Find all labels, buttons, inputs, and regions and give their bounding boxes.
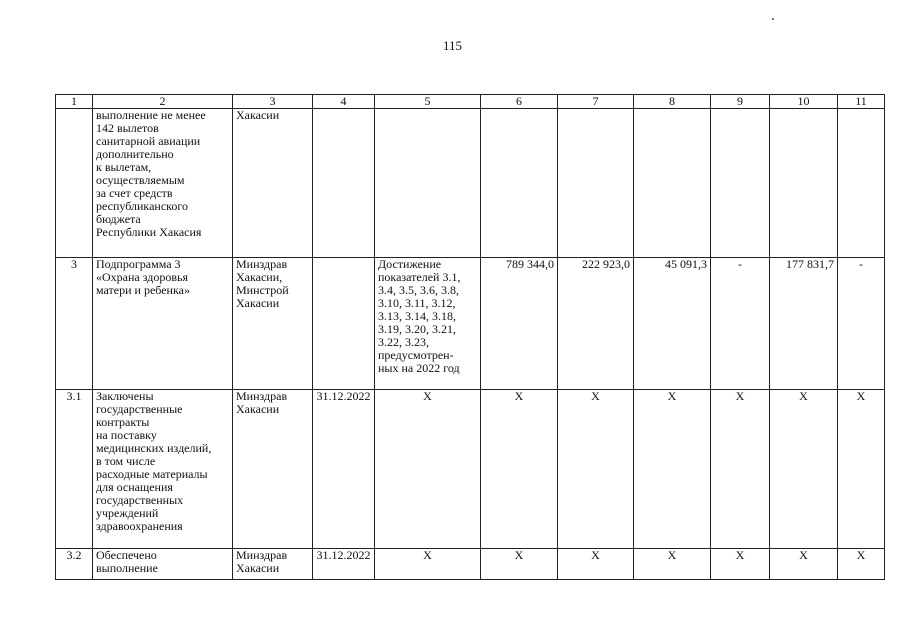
- cell-deadline: 31.12.2022: [313, 549, 375, 580]
- cell-municipal: X: [711, 390, 770, 549]
- table-row: [56, 109, 885, 258]
- column-header: 5: [375, 95, 481, 109]
- cell-other: 177 831,7: [770, 258, 838, 390]
- cell-total: 789 344,0: [481, 258, 558, 390]
- scan-speck: [772, 18, 774, 20]
- cell-total: X: [481, 390, 558, 549]
- cell-result: X: [375, 549, 481, 580]
- column-header: 8: [634, 95, 711, 109]
- cell-result: [375, 109, 481, 258]
- cell-republic: 45 091,3: [634, 258, 711, 390]
- cell-municipal: [711, 109, 770, 258]
- cell-other: [770, 109, 838, 258]
- cell-federal: [558, 109, 634, 258]
- cell-event: Подпрограмма 3 «Охрана здоровья матери и ребенка»: [93, 258, 233, 390]
- cell-deadline: [313, 109, 375, 258]
- column-header: 11: [838, 95, 885, 109]
- column-header: 1: [56, 95, 93, 109]
- cell-result: X: [375, 390, 481, 549]
- cell-extra: X: [838, 390, 885, 549]
- cell-number: 3.1: [56, 390, 93, 549]
- plan-table: [55, 94, 885, 580]
- cell-deadline: [313, 258, 375, 390]
- cell-extra: -: [838, 258, 885, 390]
- header-row: [56, 95, 885, 109]
- cell-event: Обеспечено выполнение: [93, 549, 233, 580]
- table-row: [56, 258, 885, 390]
- cell-executor: Минздрав Хакасии: [233, 390, 313, 549]
- page-number: 115: [442, 38, 463, 53]
- column-header: 4: [313, 95, 375, 109]
- column-header: 10: [770, 95, 838, 109]
- cell-executor: Хакасии: [233, 109, 313, 258]
- cell-municipal: X: [711, 549, 770, 580]
- cell-extra: [838, 109, 885, 258]
- cell-federal: 222 923,0: [558, 258, 634, 390]
- cell-event: выполнение не менее 142 вылетов санитарной авиации дополнительно к вылетам, осуществляемым за счет средств республиканского бюджета Республики Хакасия: [93, 109, 233, 258]
- cell-republic: [634, 109, 711, 258]
- cell-other: X: [770, 390, 838, 549]
- column-header: 3: [233, 95, 313, 109]
- cell-executor: Минздрав Хакасии: [233, 549, 313, 580]
- cell-number: 3.2: [56, 549, 93, 580]
- cell-total: X: [481, 549, 558, 580]
- column-header: 2: [93, 95, 233, 109]
- column-header: 7: [558, 95, 634, 109]
- cell-total: [481, 109, 558, 258]
- cell-number: 3: [56, 258, 93, 390]
- table-row: [56, 549, 885, 580]
- cell-other: X: [770, 549, 838, 580]
- cell-result: Достижение показателей 3.1, 3.4, 3.5, 3.6, 3.8, 3.10, 3.11, 3.12, 3.13, 3.14, 3.18, 3.19, 3.20, 3.21, 3.22, 3.23, предусмотрен- ных на 2022 год: [375, 258, 481, 390]
- cell-republic: X: [634, 549, 711, 580]
- column-header: 6: [481, 95, 558, 109]
- cell-federal: X: [558, 549, 634, 580]
- cell-event: Заключены государственные контракты на поставку медицинских изделий, в том числе расходные материалы для оснащения государственных учреждений здравоохранения: [93, 390, 233, 549]
- cell-federal: X: [558, 390, 634, 549]
- cell-number: [56, 109, 93, 258]
- cell-executor: Минздрав Хакасии, Минстрой Хакасии: [233, 258, 313, 390]
- cell-deadline: 31.12.2022: [313, 390, 375, 549]
- column-header: 9: [711, 95, 770, 109]
- cell-republic: X: [634, 390, 711, 549]
- cell-extra: X: [838, 549, 885, 580]
- cell-municipal: -: [711, 258, 770, 390]
- table-row: [56, 390, 885, 549]
